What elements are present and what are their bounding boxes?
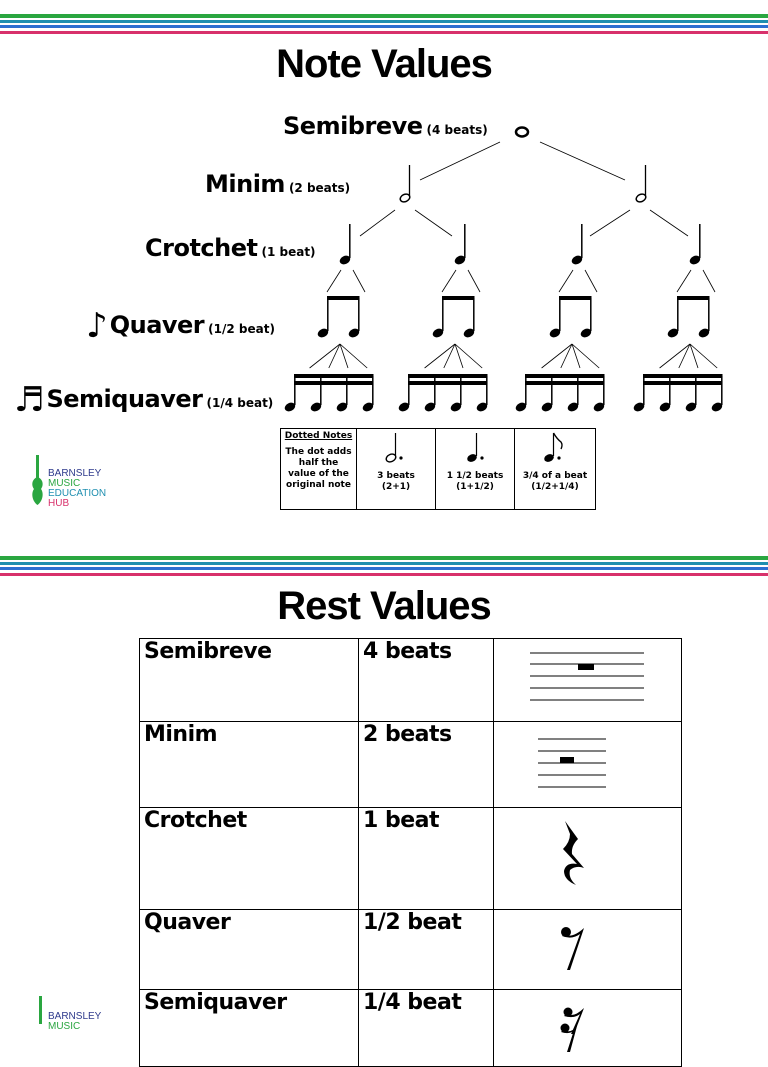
label-minim: Minim (2 beats)	[205, 170, 351, 198]
quaver-pair-icon	[660, 296, 718, 368]
logo-line-1: BARNSLEY	[48, 1011, 102, 1022]
quaver-pair-icon	[310, 296, 368, 368]
dotted-notes-description: The dot adds half the value of the original note	[285, 447, 352, 490]
rest-beats: 1 beat	[359, 808, 494, 910]
dotted-quaver-icon	[515, 429, 595, 467]
rest-values-title: Rest Values	[277, 584, 491, 628]
dotted-quaver-label: 3/4 of a beat	[522, 471, 588, 481]
guitar-logo-icon	[30, 455, 46, 507]
dotted-minim-icon	[357, 429, 435, 467]
table-row	[140, 639, 682, 722]
minim-rest-icon	[494, 722, 681, 801]
label-crotchet: Crotchet (1 beat)	[145, 234, 316, 262]
rest-name: Minim	[140, 722, 359, 808]
crotchet-note-icon	[570, 224, 583, 266]
semiquaver-group-icon	[514, 374, 605, 413]
dotted-quaver-calc: (1/2+1/4)	[531, 482, 579, 492]
quaver-note-icon	[316, 298, 329, 339]
table-row	[140, 808, 682, 910]
quaver-pair-icon	[425, 296, 483, 368]
dotted-minim-label: 3 beats	[377, 471, 415, 481]
logo-line-1: BARNSLEY	[48, 468, 102, 479]
label-quaver: ♪Quaver (1/2 beat)	[86, 306, 275, 346]
quaver-note-icon	[697, 298, 710, 339]
semiquaver-group-icon	[283, 374, 374, 413]
dotted-notes-table	[280, 428, 596, 510]
rest-name: Semibreve	[140, 639, 359, 722]
note-tree-diagram	[0, 0, 768, 430]
rest-beats: 1/2 beat	[359, 910, 494, 990]
crotchet-note-icon	[453, 224, 466, 266]
rest-beats: 1/4 beat	[359, 990, 494, 1067]
semiquaver-group-icon	[632, 374, 723, 413]
dotted-crotchet-icon	[436, 429, 514, 467]
logo-line-2: MUSIC	[48, 1021, 81, 1032]
quaver-rest-icon	[494, 910, 681, 983]
semibreve-rest-icon	[494, 639, 681, 715]
dotted-crotchet-label: 1 1/2 beats	[446, 471, 504, 481]
dotted-notes-heading: Dotted Notes	[284, 431, 353, 441]
quaver-note-icon	[548, 298, 561, 339]
dotted-minim-calc: (2+1)	[381, 482, 411, 492]
barnsley-logo-bottom	[36, 996, 126, 1032]
dotted-crotchet-calc: (1+1/2)	[456, 482, 494, 492]
label-semiquaver: ♬Semiquaver (1/4 beat)	[14, 380, 274, 420]
quaver-icon: ♪	[86, 306, 108, 346]
rest-name: Quaver	[140, 910, 359, 990]
label-semibreve: Semibreve (4 beats)	[283, 112, 488, 140]
logo-line-3: EDUCATION	[48, 488, 107, 499]
quaver-note-icon	[666, 298, 679, 339]
barnsley-logo	[30, 455, 120, 507]
quaver-note-icon	[431, 298, 444, 339]
quaver-note-icon	[579, 298, 592, 339]
note-values-title: Note Values	[276, 42, 492, 86]
middle-stripes	[0, 556, 768, 578]
rest-beats: 2 beats	[359, 722, 494, 808]
semiquaver-rest-icon	[494, 990, 681, 1060]
table-row	[140, 910, 682, 990]
quaver-note-icon	[347, 298, 360, 339]
rest-beats: 4 beats	[359, 639, 494, 722]
table-row	[140, 990, 682, 1067]
minim-note-icon	[399, 165, 411, 203]
quaver-pair-icon	[542, 296, 600, 368]
semibreve-note-icon	[516, 128, 528, 137]
table-row	[140, 722, 682, 808]
semiquaver-icon: ♬	[14, 380, 45, 420]
crotchet-note-icon	[688, 224, 701, 266]
guitar-logo-icon	[36, 996, 46, 1024]
rest-name: Semiquaver	[140, 990, 359, 1067]
quaver-note-icon	[462, 298, 475, 339]
minim-note-icon	[635, 165, 647, 203]
logo-line-4: HUB	[48, 498, 70, 509]
rest-values-table	[139, 638, 682, 1067]
logo-line-2: MUSIC	[48, 478, 81, 489]
crotchet-note-icon	[338, 224, 351, 266]
semiquaver-group-icon	[397, 374, 488, 413]
crotchet-rest-icon	[494, 808, 681, 903]
rest-name: Crotchet	[140, 808, 359, 910]
